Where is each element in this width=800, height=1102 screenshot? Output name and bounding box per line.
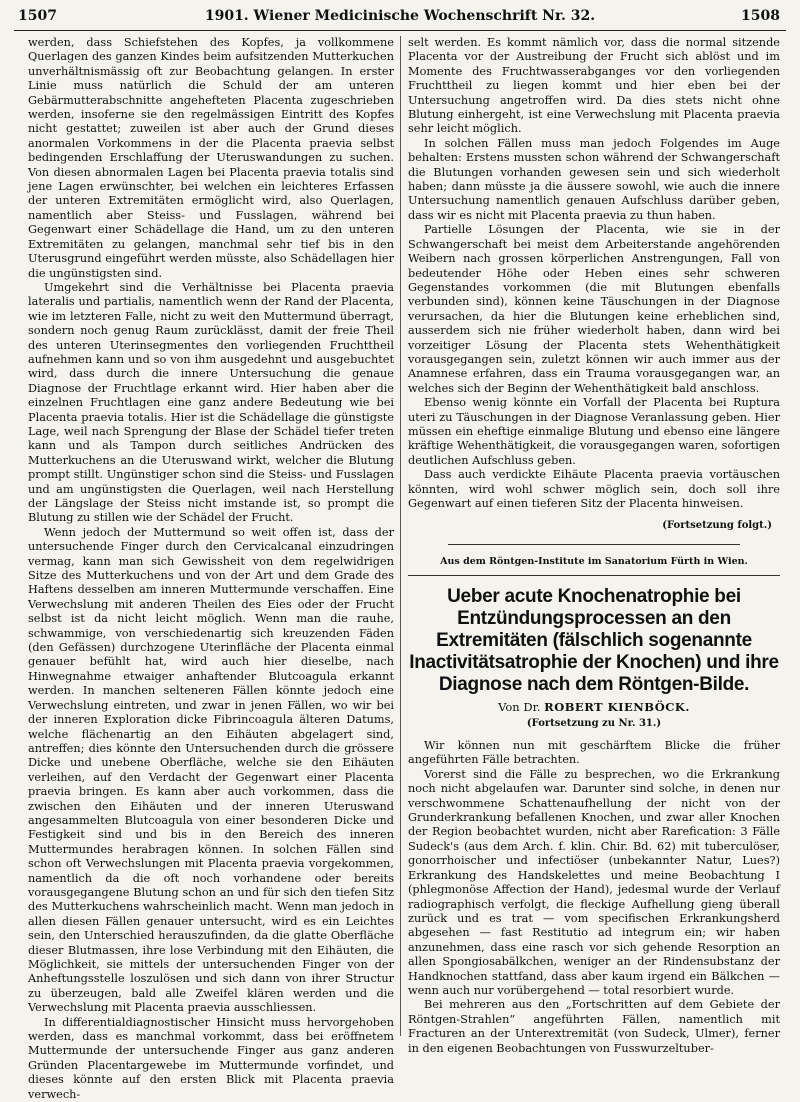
author-prefix: Von Dr. (498, 700, 541, 715)
article-paragraph-2: Vorerst sind die Fälle zu besprechen, wo die Erkrankung noch nicht abgelaufen war. Darunter sind solche, in denen nur verschwommene Schattenaufhellung der nicht von der Grunderkrankung befallenen Knochen, und zwar aller Knochen der Region beobachtet wurden, nicht aber Rarefication: 3 Fälle Sudeck's (aus dem Arch. f. klin. Chir. Bd. 62) mit tuberculöser, gonorrhoischer und infectiöser (unbekannter Natur, Lues?) Erkrankung des Handskelettes und meine Beobachtung I (phlegmonöse Affection der Hand), jedesmal wurde der Verlauf radiographisch verfolgt, die fleckige Aufhellung gieng überall zurück und es trat — vom specifischen Erkrankungsherd abgesehen — fast Restitutio ad integrum ein; wir haben anzunehmen, dass eine rasch vor sich gehende Resorption an allen Spongiosabälkchen, weniger an der Rindensubstanz der Handknochen stattfand, dass aber kaum irgend ein Bälkchen — wenn auch nur vorübergehend — total resorbiert wurde. (408, 767, 780, 997)
article-paragraph-3: Bei mehreren aus den „Fortschritten auf dem Gebiete der Röntgen-Strahlen“ angeführten Fällen, namentlich mit Fracturen an der Unterextremität (von Sudeck, Ulmer), ferner in den eigenen Beobachtungen von Fusswurzeltuber- (408, 998, 780, 1055)
page-header (14, 4, 786, 31)
title-rule (408, 575, 780, 576)
left-paragraph-4: In differentialdiagnostischer Hinsicht muss hervorgehoben werden, dass es manchmal vorkommt, dass bei eröffnetem Muttermunde der untersuchende Finger aus ganz anderen Gründen Placentargewebe im Muttermunde vorfindet, und dieses könnte auf den ersten Blick mit Placenta praevia verwech- (28, 1015, 394, 1101)
right-paragraph-2: In solchen Fällen muss man jedoch Folgendes im Auge behalten: Erstens mussten schon während der Schwangerschaft die Blutungen vorhanden gewesen sein und sich wiederholt haben; dann müsste ja die äussere sowohl, wie auch die innere Untersuchung namentlich genauen Aufschluss darüber geben, dass wir es nicht mit Placenta praevia zu thun haben. (408, 136, 780, 222)
right-paragraph-3: Partielle Lösungen der Placenta, wie sie in der Schwangerschaft bei meist dem Arbeiterstande angehörenden Weibern nach grossen körperlichen Anstrengungen, Fall von bedeutender Höhe oder Heben eines sehr schweren Gegenstandes vorkommen (die mit Blutungen ebenfalls verbunden sind), können keine Täuschungen in der Diagnose verursachen, da hier die Blutungen keine erheblichen sind, ausserdem sich nie früher wiederholt haben, dann wird bei vorzeitiger Lösung der Placenta stets Wehenthätigkeit vorausgegangen sein, zuletzt können wir auch immer aus der Anamnese erfahren, dass ein Trauma vorausgegangen war, an welches sich der Beginn der Wehenthätigkeit bald anschloss. (408, 223, 780, 395)
right-column (408, 36, 780, 1055)
right-paragraph-1: selt werden. Es kommt nämlich vor, dass die normal sitzende Placenta vor der Austreibung der Frucht sich ablöst und im Momente des Fruchtwasserabganges vor den vorliegenden Fruchttheil zu liegen kommt und hier eben bei der Untersuchung angetroffen wird. Da dies stets nicht ohne Blutung einhergeht, ist eine Verwechslung mit Placenta praevia sehr leicht möglich. (408, 36, 780, 136)
right-paragraph-4: Ebenso wenig könnte ein Vorfall der Placenta bei Ruptura uteri zu Täuschungen in der Diagnose Veranlassung geben. Hier müssen ein eheftige einmalige Blutung und ebenso eine längere kräftige Wehenthätigkeit, die vorausgegangen waren, sofortigen deutlichen Aufschluss geben. (408, 396, 780, 467)
institute-line: Aus dem Röntgen-Institute im Sanatorium Fürth in Wien. (440, 555, 748, 567)
article-paragraph-1: Wir können nun mit geschärftem Blicke die früher angeführten Fälle betrachten. (408, 739, 780, 767)
column-divider (400, 36, 401, 1036)
article-title: Ueber acute Knochenatrophie bei Entzündungsprocessen an den Extremitäten (fälschlich sogenannte Inactivitätsatrophie der Knochen) und ihre Diagnose nach dem Röntgen-Bilde. (409, 586, 779, 696)
article-continuation: (Fortsetzung zu Nr. 31.) (526, 717, 662, 729)
section-rule (448, 544, 740, 545)
author-name: ROBERT KIENBÖCK. (544, 700, 690, 715)
continuation-note: (Fortsetzung folgt.) (662, 520, 772, 532)
right-page-number: 1508 (741, 8, 780, 24)
left-column (28, 36, 394, 1101)
right-paragraph-5: Dass auch verdickte Eihäute Placenta praevia vortäuschen könnten, wird wohl schwer möglich sein, doch soll ihre Gegenwart auf einen tieferen Sitz der Placenta hinweisen. (408, 468, 780, 510)
left-paragraph-2: Umgekehrt sind die Verhältnisse bei Placenta praevia lateralis und partialis, namentlich wenn der Rand der Placenta, wie im letzteren Falle, nicht zu weit den Muttermund überragt, sondern noch genug Raum zurücklässt, damit der freie Theil des unteren Uterinsegmentes den vorliegenden Fruchttheil aufnehmen kann und so von ihm ausgedehnt und ausgebuchtet wird, dass durch die innere Untersuchung die genaue Diagnose der Fruchtlage erkannt wird. Hier haben aber die einzelnen Fruchtlagen eine ganz andere Bedeutung wie bei Placenta praevia totalis. Hier ist die Schädellage die günstigste Lage, weil nach Sprengung der Blase der Schädel tiefer treten kann und als Tampon durch seitliches Andrücken des Mutterkuchens an die Uteruswand wirkt, welcher die Blutung prompt stillt. Ungünstiger schon sind die Steiss- und Fusslagen und am ungünstigsten die Querlagen, weil nach Herstellung der Längslage der Steiss nicht imstande ist, so prompt die Blutung zu stillen wie der Schädel der Frucht. (28, 280, 394, 525)
left-page-number: 1507 (18, 8, 57, 24)
left-paragraph-3: Wenn jedoch der Muttermund so weit offen ist, dass der untersuchende Finger durch den Cervicalcanal einzudringen vermag, kann man sich Gewissheit von dem regelwidrigen Sitze des Mutterkuchens und von der Art und dem Grade des Haftens desselben am inneren Muttermunde verschaffen. Eine Verwechslung mit anderen Theilen des Eies oder der Frucht selbst ist da nicht leicht möglich. Wenn man die rauhe, schwammige, von verschiedenartig sich kreuzenden Fäden (den Gefässen) durchzogene Uterinfläche der Placenta einmal genauer befühlt hat, wird auch hier dieselbe, nach Hinwegnahme etwaiger anhaftender Blutcoagula erkannt werden. In manchen selteneren Fällen könnte jedoch eine Verwechslung eintreten, und zwar in jenen Fällen, wo wir bei der inneren Exploration dicke Fibrincoagula älteren Datums, welche flächenartig an den Eihäuten abgelagert sind, antreffen; dies könnte den Untersuchenden durch die grössere Dicke und unebene Oberfläche, welche sie den Eihäuten verleihen, auf den Verdacht der Gegenwart einer Placenta praevia bringen. Es kann aber auch vorkommen, dass die zwischen den Eihäuten und der inneren Uteruswand angesammelten Blutcoagula von einer besonderen Dicke und Festigkeit sind und bis in den Bereich des inneren Muttermundes herabragen können. In solchen Fällen sind schon oft Verwechslungen mit Placenta praevia vorgekommen, namentlich da die oft noch vorhandene oder bereits vorausgegangene Blutung schon an und für sich den tiefen Sitz des Mutterkuchens wahrscheinlich macht. Wenn man jedoch in allen diesen Fällen genauer untersucht, wird es ein Leichtes sein, den Unterschied herauszufinden, da die glatte Oberfläche dieser Blutmassen, ihre lose Verbindung mit den Eihäuten, die Möglichkeit, sie mittels der untersuchenden Finger von der Anheftungsstelle loszulösen und sich dann von ihrer Structur zu überzeugen, bald alle Zweifel klären werden und die Verwechslung mit Placenta praevia ausschliessen. (28, 525, 394, 1015)
article-author (408, 700, 780, 714)
left-paragraph-1: werden, dass Schiefstehen des Kopfes, ja vollkommene Querlagen des ganzen Kindes beim aufsitzenden Mutterkuchen unverhältnismässig oft zur Beobachtung gelangen. In erster Linie muss natürlich die Schuld der am unteren Gebärmutterabschnitte angehefteten Placenta zugeschrieben werden, insoferne sie den regelmässigen Eintritt des Kopfes nicht gestattet; zuweilen ist aber auch der Grund dieses anormalen Vorkommens in der die Placenta praevia selbst bedingenden Erschlaffung der Uteruswandungen zu suchen. Von diesen abnormalen Lagen bei Placenta praevia totalis sind jene Lagen erwünschter, bei welchen ein leichteres Erfassen der unteren Extremitäten ermöglicht wird, also Querlagen, namentlich aber Steiss- und Fusslagen, während bei Gegenwart einer Schädellage die Hand, um zu den unteren Extremitäten zu gelangen, manchmal sehr tief bis in den Uterusgrund eingeführt werden müsste, also Schädellagen hier die ungünstigsten sind. (28, 36, 394, 280)
journal-title: 1901. Wiener Medicinische Wochenschrift Nr. 32. (204, 8, 596, 24)
